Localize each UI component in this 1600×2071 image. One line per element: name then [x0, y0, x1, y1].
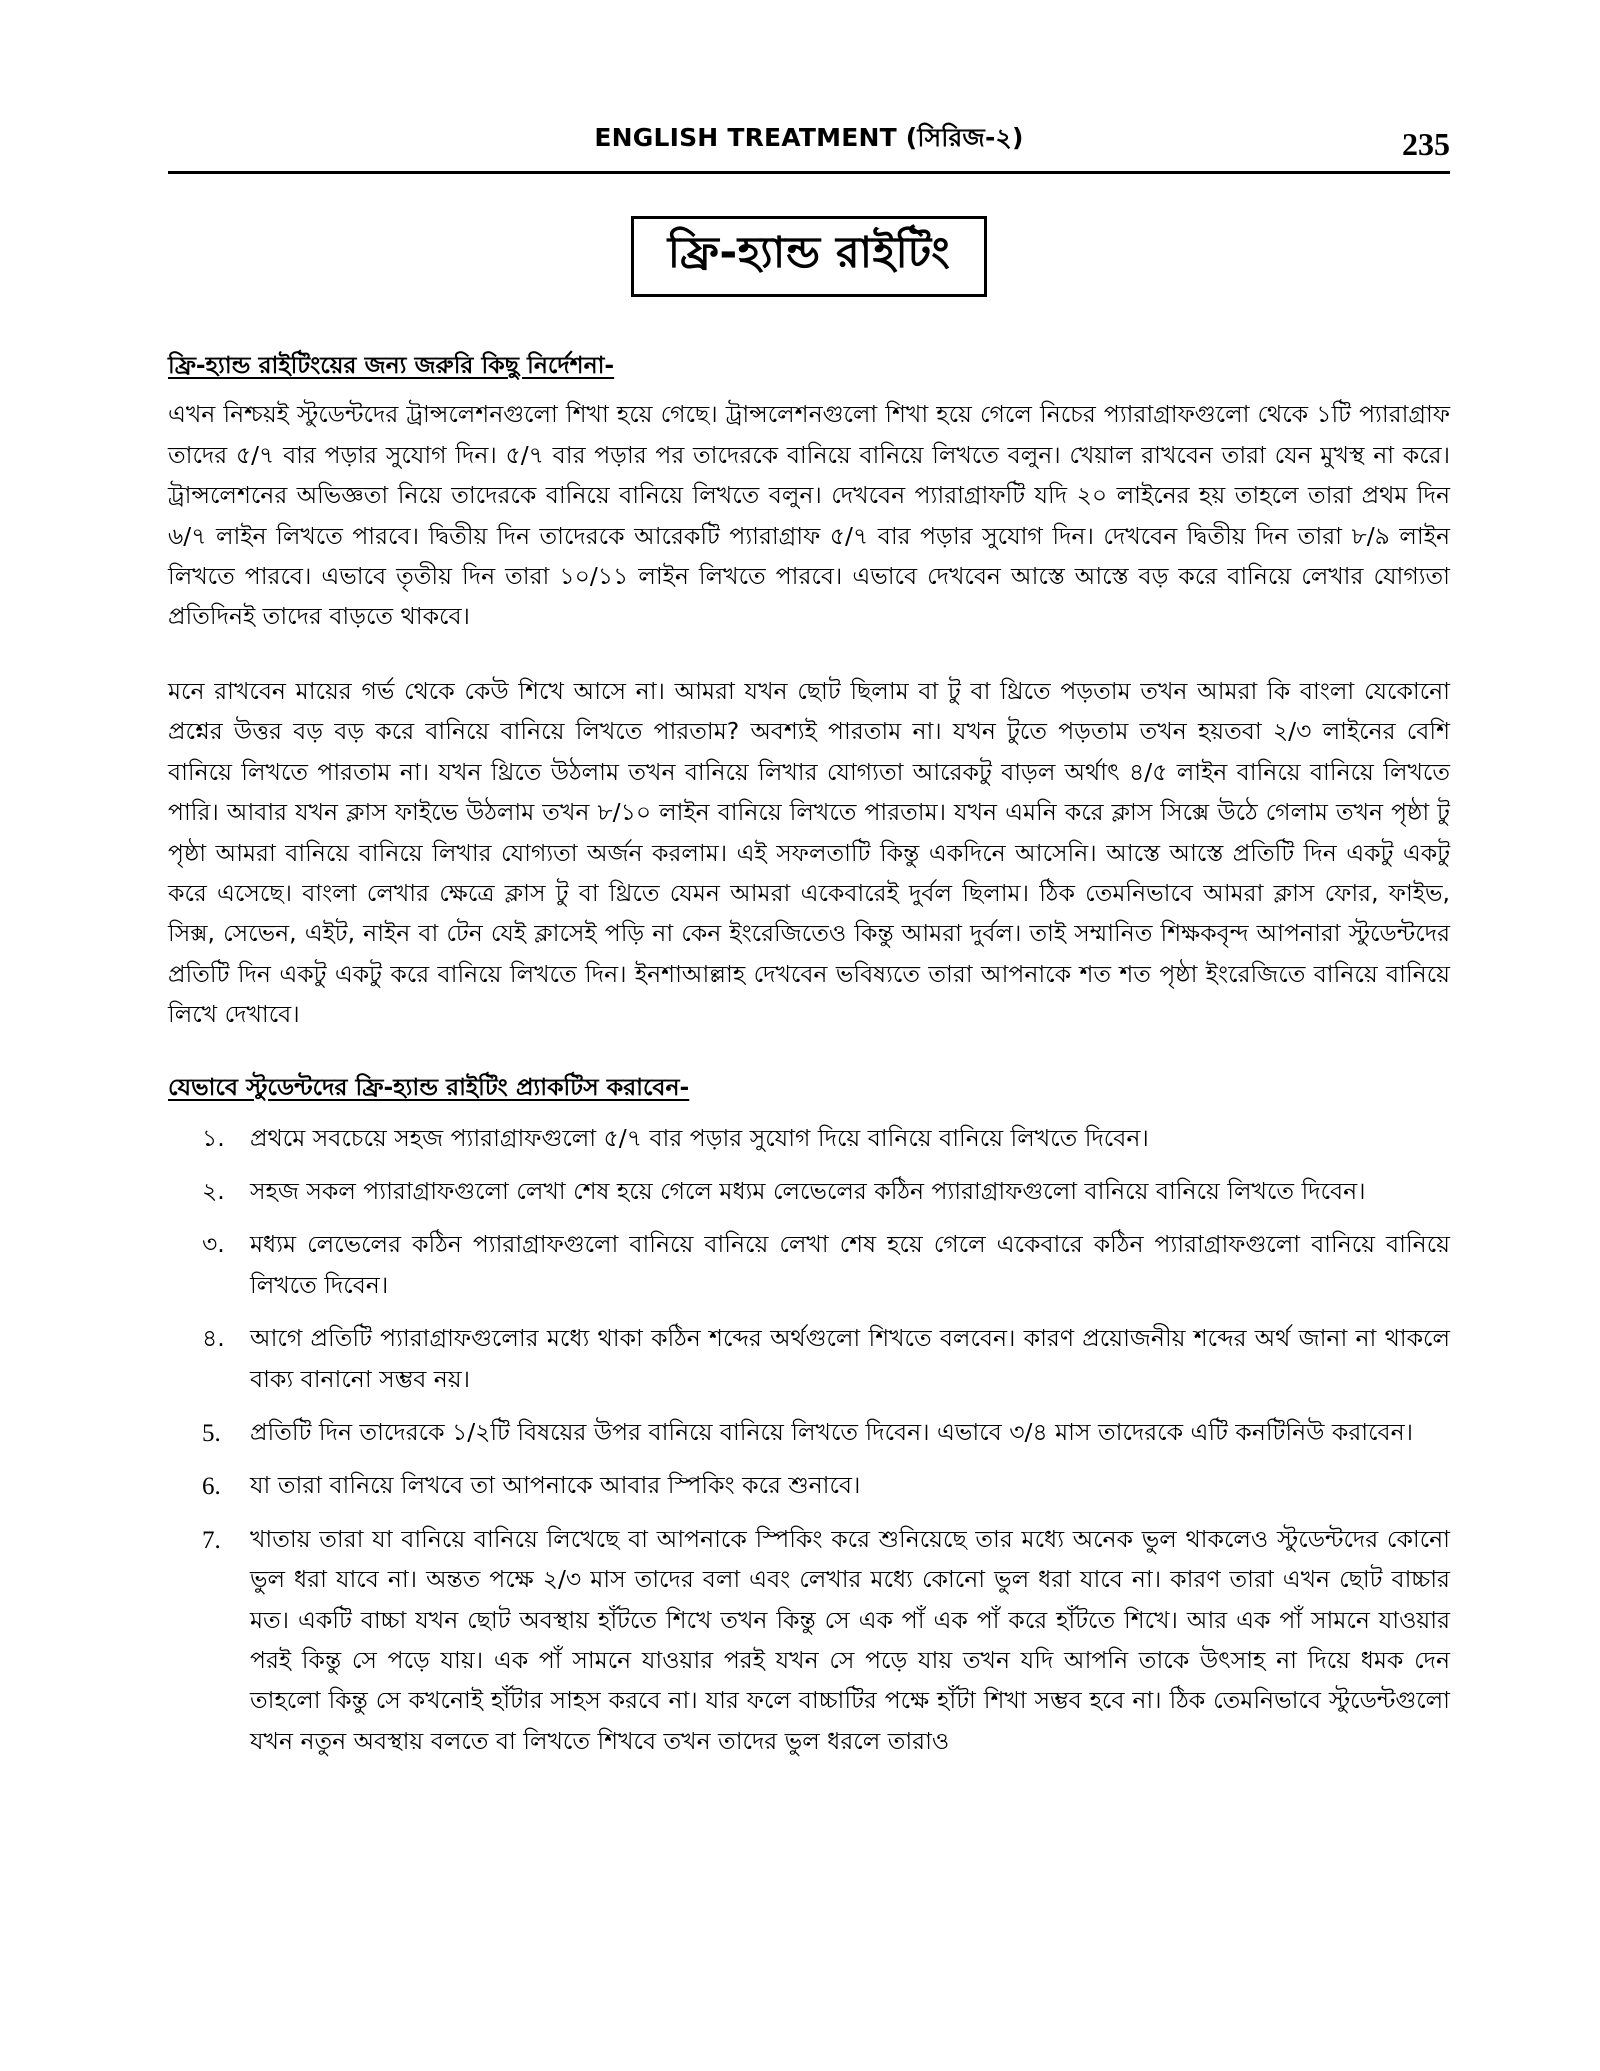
list-item [168, 1171, 1450, 1211]
list-item-number: ৪. [202, 1324, 225, 1353]
list-item-text: খাতায় তারা যা বানিয়ে বানিয়ে লিখেছে বা আপনাকে স্পিকিং করে শুনিয়েছে তার মধ্যে অনেক ভুল থাকলেও স্টুডেন্টদের কোনো ভুল ধরা যাবে না। অন্তত পক্ষে ২/৩ মাস তাদের বলা এবং লেখার মধ্যে কোনো ভুল ধরা যাবে না। কারণ তারা এখন ছোট বাচ্চার মত। একটি বাচ্চা যখন ছোট অবস্থায় হাঁটতে শিখে তখন কিন্তু সে এক পাঁ এক পাঁ করে হাঁটতে শিখে। আর এক পাঁ সামনে যাওয়ার পরই কিন্তু সে পড়ে যায়। এক পাঁ সামনে যাওয়ার পরই যখন সে পড়ে যায় তখন যদি আপনি তাকে উৎসাহ না দিয়ে ধমক দেন তাহলো কিন্তু সে কখনোই হাঁটার সাহস করবে না। যার ফলে বাচ্চাটির পক্ষে হাঁটা শিখা সম্ভব হবে না। ঠিক তেমনিভাবে স্টুডেন্টগুলো যখন নতুন অবস্থায় বলতে বা লিখতে শিখবে তখন তাদের ভুল ধরলে তারাও [250, 1524, 1450, 1755]
list-item-text: সহজ সকল প্যারাগ্রাফগুলো লেখা শেষ হয়ে গেলে মধ্যম লেভেলের কঠিন প্যারাগ্রাফগুলো বানিয়ে বানিয়ে লিখতে দিবেন। [250, 1176, 1366, 1205]
list-item [168, 1519, 1450, 1761]
chapter-title-container [168, 216, 1450, 297]
list-item-number: ২. [202, 1176, 225, 1205]
page-number: 235 [1402, 126, 1450, 162]
list-item [168, 1224, 1450, 1305]
list-item [168, 1412, 1450, 1452]
paragraph-1: এখন নিশ্চয়ই স্টুডেন্টদের ট্রান্সলেশনগুলো শিখা হয়ে গেছে। ট্রান্সলেশনগুলো শিখা হয়ে গেলে নিচের প্যারাগ্রাফগুলো থেকে ১টি প্যারাগ্রাফ তাদের ৫/৭ বার পড়ার সুযোগ দিন। ৫/৭ বার পড়ার পর তাদেরকে বানিয়ে বানিয়ে লিখতে বলুন। খেয়াল রাখবেন তারা যেন মুখস্থ না করে। ট্রান্সলেশনের অভিজ্ঞতা নিয়ে তাদেরকে বানিয়ে বানিয়ে লিখতে বলুন। দেখবেন প্যারাগ্রাফটি যদি ২০ লাইনের হয় তাহলে তারা প্রথম দিন ৬/৭ লাইন লিখতে পারবে। দ্বিতীয় দিন তাদেরকে আরেকটি প্যারাগ্রাফ ৫/৭ বার পড়ার সুযোগ দিন। দেখবেন দ্বিতীয় দিন তারা ৮/৯ লাইন লিখতে পারবে। এভাবে তৃতীয় দিন তারা ১০/১১ লাইন লিখতে পারবে। এভাবে দেখবেন আস্তে আস্তে বড় করে বানিয়ে লেখার যোগ্যতা প্রতিদিনই তাদের বাড়তে থাকবে। [168, 400, 1450, 631]
list-item-text: প্রতিটি দিন তাদেরকে ১/২টি বিষয়ের উপর বানিয়ে বানিয়ে লিখতে দিবেন। এভাবে ৩/৪ মাস তাদেরকে এটি কনটিনিউ করাবেন। [250, 1417, 1414, 1446]
list-item-number: 5. [202, 1419, 221, 1447]
list-item [168, 1465, 1450, 1505]
paragraph-2: মনে রাখবেন মায়ের গর্ভ থেকে কেউ শিখে আসে না। আমরা যখন ছোট ছিলাম বা টু বা থ্রিতে পড়তাম তখন আমরা কি বাংলা যেকোনো প্রশ্নের উত্তর বড় বড় করে বানিয়ে বানিয়ে লিখতে পারতাম? অবশ্যই পারতাম না। যখন টুতে পড়তাম তখন হয়তবা ২/৩ লাইনের বেশি বানিয়ে লিখতে পারতাম না। যখন থ্রিতে উঠলাম তখন বানিয়ে লিখার যোগ্যতা আরেকটু বাড়ল অর্থাৎ ৪/৫ লাইন বানিয়ে বানিয়ে লিখতে পারি। আবার যখন ক্লাস ফাইভে উঠলাম তখন ৮/১০ লাইন বানিয়ে লিখতে পারতাম। যখন এমনি করে ক্লাস সিক্সে উঠে গেলাম তখন পৃষ্ঠা টু পৃষ্ঠা আমরা বানিয়ে বানিয়ে লিখার যোগ্যতা অর্জন করলাম। এই সফলতাটি কিন্তু একদিনে আসেনি। আস্তে আস্তে প্রতিটি দিন একটু একটু করে এসেছে। বাংলা লেখার ক্ষেত্রে ক্লাস টু বা থ্রিতে যেমন আমরা একেবারেই দুর্বল ছিলাম। ঠিক তেমনিভাবে আমরা ক্লাস ফোর, ফাইভ, সিক্স, সেভেন, এইট, নাইন বা টেন যেই ক্লাসেই পড়ি না কেন ইংরেজিতেও কিন্তু আমরা দুর্বল। তাই সম্মানিত শিক্ষকবৃন্দ আপনারা স্টুডেন্টদের প্রতিটি দিন একটু একটু করে বানিয়ে লিখতে দিন। ইনশাআল্লাহ দেখবেন ভবিষ্যতে তারা আপনাকে শত শত পৃষ্ঠা ইংরেজিতে বানিয়ে বানিয়ে লিখে দেখাবে। [168, 676, 1450, 1029]
list-item-number: ৩. [202, 1230, 225, 1259]
section-heading-practice: যেভাবে স্টুডেন্টদের ফ্রি-হ্যান্ড রাইটিং প্র্যাকটিস করাবেন- [168, 1072, 690, 1101]
practice-steps-list [168, 1118, 1450, 1762]
section-heading-guidelines: ফ্রি-হ্যান্ড রাইটিংয়ের জন্য জরুরি কিছু নির্দেশনা- [168, 351, 615, 380]
page-header [168, 118, 1450, 174]
list-item [168, 1318, 1450, 1399]
list-item-text: আগে প্রতিটি প্যারাগ্রাফগুলোর মধ্যে থাকা কঠিন শব্দের অর্থগুলো শিখতে বলবেন। কারণ প্রয়োজনীয় শব্দের অর্থ জানা না থাকলে বাক্য বানানো সম্ভব নয়। [250, 1324, 1450, 1393]
book-title: ENGLISH TREATMENT (সিরিজ-২) [594, 123, 1024, 152]
list-item-number: ১. [202, 1123, 225, 1152]
list-item-text: যা তারা বানিয়ে লিখবে তা আপনাকে আবার স্পিকিং করে শুনাবে। [250, 1471, 861, 1500]
list-item-number: 7. [202, 1526, 221, 1554]
list-item-text: মধ্যম লেভেলের কঠিন প্যারাগ্রাফগুলো বানিয়ে বানিয়ে লেখা শেষ হয়ে গেলে একেবারে কঠিন প্যারাগ্রাফগুলো বানিয়ে বানিয়ে লিখতে দিবেন। [250, 1230, 1450, 1299]
list-item-number: 6. [202, 1473, 221, 1501]
list-item-text: প্রথমে সবচেয়ে সহজ প্যারাগ্রাফগুলো ৫/৭ বার পড়ার সুযোগ দিয়ে বানিয়ে বানিয়ে লিখতে দিবেন। [250, 1123, 1149, 1152]
list-item [168, 1118, 1450, 1158]
chapter-title: ফ্রি-হ্যান্ড রাইটিং [631, 216, 988, 297]
